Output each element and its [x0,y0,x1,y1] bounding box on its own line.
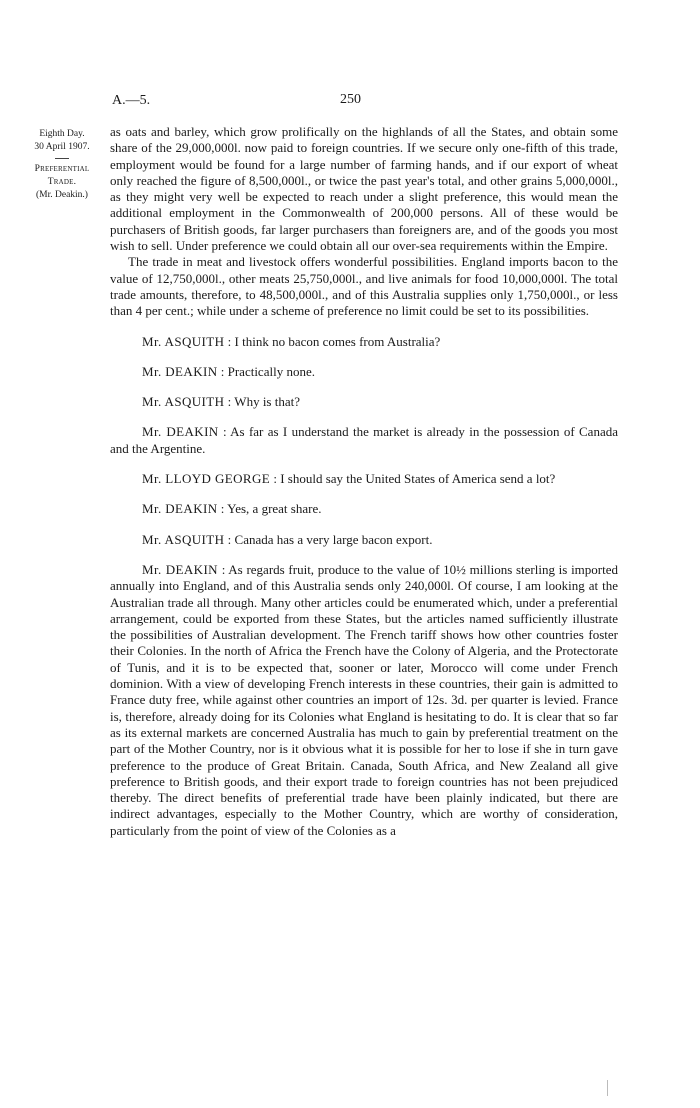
speech-text: : I should say the United States of America send a lot? [273,471,556,487]
speaker-name: Mr. DEAKIN [142,501,218,517]
speaker-name: Mr. DEAKIN [142,424,219,440]
page-number: 250 [340,92,361,107]
speech-text: : Canada has a very large bacon export. [227,531,433,547]
margin-speaker: (Mr. Deakin.) [36,190,88,200]
document-reference: A.—5. [112,93,151,108]
speech-text: : As far as I understand the market is already in the possession of Canada and the Argentine. [110,424,618,456]
dialogue-line-1 [110,334,618,350]
margin-topic-line1: Preferential [34,164,90,174]
dialogue-line-2 [110,364,618,380]
spacer [110,350,618,364]
speech-text: : Why is that? [227,394,301,410]
final-speech [110,562,618,839]
speaker-name: Mr. ASQUITH [142,531,225,547]
body-text [110,124,618,839]
speaker-name: Mr. ASQUITH [142,333,225,349]
dialogue-line-5 [110,471,618,487]
margin-rule [55,158,69,159]
spacer [110,380,618,394]
spacer [110,410,618,424]
spacer [110,457,618,471]
dialogue-line-6 [110,501,618,517]
margin-day: Eighth Day. [39,129,85,139]
speech-text: : Practically none. [220,363,315,379]
paragraph-2: The trade in meat and livestock offers wonderful possibilities. England imports bacon to the value of 12,750,000l., other meats 25,750,000l., and live animals for food 10,000,000l. The total trade amounts, therefore, to 48,500,000l., and of this Australia supplies only 1,750,000l., or less than 4 per cent.; while under a scheme of preference no limit could be set to its possibilities. [110,254,618,319]
spacer [110,487,618,501]
margin-notes [20,128,104,202]
speaker-name: Mr. ASQUITH [142,394,225,410]
paragraph-1: as oats and barley, which grow prolifically on the highlands of all the States, and obtain some share of the 29,000,000l. now paid to foreign countries. If we secure only one-fifth of this trade, employment would be found for a large number of farming hands, and if our export of wheat only reached the figure of 8,500,000l., or twice the past year's total, and other grains 5,000,000l., as they might very well be expected to reach under a slight preference, this would mean the additional employment in the Commonwealth of 200,000 persons. All of these would be purchasers of British goods, far larger purchasers than foreigners are, and of the goods you most wish to sell. Under preference we could obtain all our over-sea requirements within the Empire. [110,124,618,254]
speech-text: : I think no bacon comes from Australia? [227,333,441,349]
scan-mark [607,1080,608,1096]
dialogue-line-7 [110,532,618,548]
dialogue-line-4 [110,424,618,457]
speaker-name: Mr. DEAKIN [142,363,218,379]
spacer [110,548,618,562]
speaker-name: Mr. LLOYD GEORGE [142,471,271,487]
spacer [110,518,618,532]
spacer [110,320,618,334]
margin-date: 30 April 1907. [34,142,90,152]
speaker-name: Mr. DEAKIN [142,561,218,577]
speech-text: : Yes, a great share. [220,501,322,517]
dialogue-line-3 [110,394,618,410]
margin-topic-line2: Trade. [47,177,77,187]
speech-text: : As regards fruit, produce to the value of 10½ millions sterling is imported annually into England, and of this Australia sends only 240,000l. Of course, I am looking at the Australian trade all through. Many other articles could be enumerated which, under a preferential arrangement, could be exported from these States, but the articles named sufficiently illustrate the possibilities of Australian development. The French tariff shows how other countries foster their Colonies. In the north of Africa the French have the Colony of Algeria, and the Protectorate of Tunis, and it is to be expected that, sooner or later, Morocco will come under French dominion. With a view of developing French interests in these countries, their gain is admitted to France duty free, while against other countries an import of 12s. 3d. per quarter is levied. France is, therefore, already doing for its Colonies what England is hesitating to do. It is clear that so far as its external markets are concerned Australia has much to gain by preferential treatment on the part of the Mother Country, nor is it obvious what it is possible for her to lose if she in turn gave preference to the produce of Great Britain. Canada, South Africa, and New Zealand all give preference to British goods, and their export trade to foreign countries has not been prejudiced thereby. The direct benefits of preferential trade have been plainly indicated, but there are indirect advantages, especially to the Mother Country, which are worthy of consideration, particularly from the point of view of the Colonies as a [110,561,619,838]
